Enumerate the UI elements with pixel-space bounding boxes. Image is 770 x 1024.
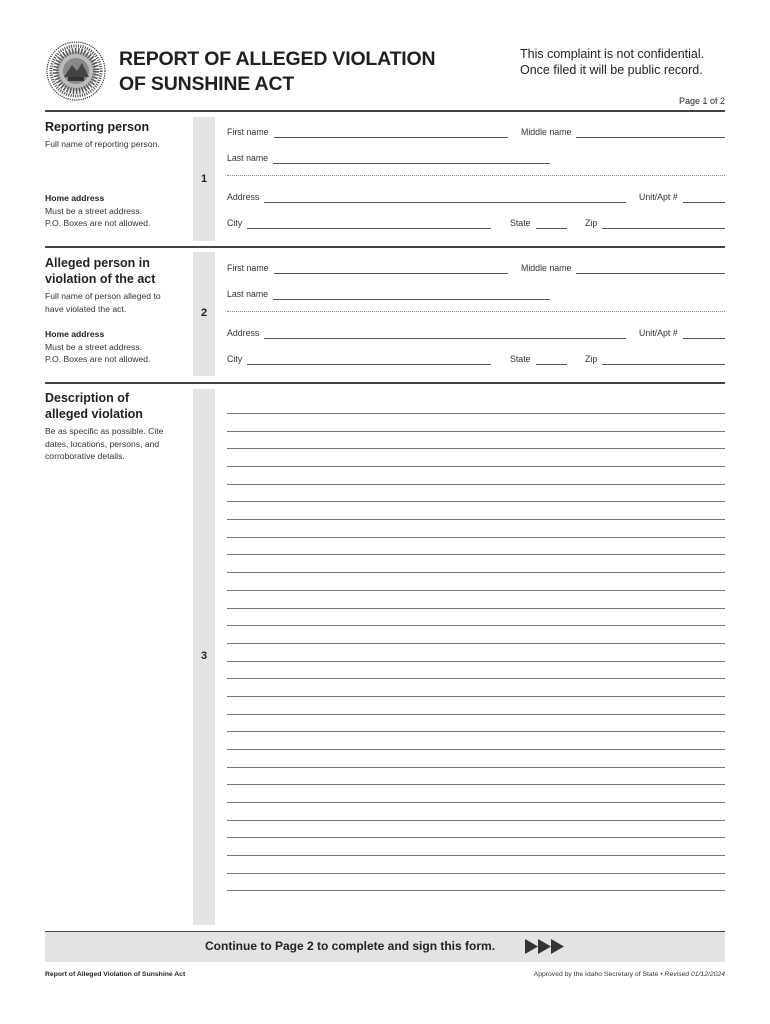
title-line-1: REPORT OF ALLEGED VIOLATION xyxy=(119,48,436,70)
writing-line[interactable] xyxy=(227,448,725,449)
zip-label: Zip xyxy=(585,218,598,228)
section1-city-field[interactable] xyxy=(227,218,491,229)
writing-line[interactable] xyxy=(227,625,725,626)
section2-description xyxy=(45,290,185,315)
writing-line[interactable] xyxy=(227,820,725,821)
notice-line-2: Once filed it will be public record. xyxy=(520,63,703,77)
confidentiality-notice xyxy=(520,46,704,78)
footer-approval xyxy=(534,971,725,978)
section2-rule xyxy=(45,382,725,384)
writing-line[interactable] xyxy=(227,643,725,644)
section2-address-title: Home address xyxy=(45,329,105,339)
city-label: City xyxy=(227,218,243,228)
writing-line[interactable] xyxy=(227,413,725,414)
state-seal-logo xyxy=(46,41,106,101)
section1-first-name-field[interactable] xyxy=(227,127,508,138)
section3-description xyxy=(45,425,185,463)
writing-line[interactable] xyxy=(227,590,725,591)
section3-description-line2: dates, locations, persons, and xyxy=(45,438,160,449)
middle-name-label: Middle name xyxy=(521,263,572,273)
footer-approved-text: Approved by the Idaho Secretary of State • xyxy=(533,971,663,978)
section2-title xyxy=(45,255,190,287)
writing-line[interactable] xyxy=(227,608,725,609)
writing-line[interactable] xyxy=(227,678,725,679)
section2-title-line1: Alleged person in xyxy=(45,256,150,270)
writing-line[interactable] xyxy=(227,802,725,803)
notice-line-1: This complaint is not confidential. xyxy=(520,47,705,61)
section1-description: Full name of reporting person. xyxy=(45,139,160,149)
address-label: Address xyxy=(227,192,260,202)
section1-state-field[interactable] xyxy=(510,218,567,229)
section2-number: 2 xyxy=(200,307,208,319)
section1-rule xyxy=(45,246,725,248)
writing-line[interactable] xyxy=(227,661,725,662)
section1-divider xyxy=(227,175,725,176)
section2-address-note2: P.O. Boxes are not allowed. xyxy=(45,354,151,364)
writing-line[interactable] xyxy=(227,537,725,538)
section2-divider xyxy=(227,311,725,312)
section3-number: 3 xyxy=(200,650,208,662)
section3-number-bar xyxy=(193,389,215,925)
section1-address-note2: P.O. Boxes are not allowed. xyxy=(45,218,151,228)
middle-name-label: Middle name xyxy=(521,127,572,137)
section2-address-note1: Must be a street address. xyxy=(45,341,142,352)
writing-line[interactable] xyxy=(227,890,725,891)
section2-description-line2: have violated the act. xyxy=(45,303,127,314)
title-line-2: OF SUNSHINE ACT xyxy=(119,73,295,95)
section2-state-field[interactable] xyxy=(510,354,567,365)
section1-last-name-field[interactable] xyxy=(227,153,550,164)
section1-zip-field[interactable] xyxy=(585,218,725,229)
section3-title xyxy=(45,390,190,422)
writing-line[interactable] xyxy=(227,767,725,768)
writing-line[interactable] xyxy=(227,784,725,785)
state-label: State xyxy=(510,354,531,364)
address-label: Address xyxy=(227,328,260,338)
first-name-label: First name xyxy=(227,127,269,137)
section2-title-line2: violation of the act xyxy=(45,272,156,286)
header-rule xyxy=(45,110,725,112)
writing-line[interactable] xyxy=(227,873,725,874)
forward-arrows-icon xyxy=(525,938,567,955)
last-name-label: Last name xyxy=(227,289,269,299)
writing-line[interactable] xyxy=(227,749,725,750)
footer-revised-date: Revised 01/12/2024 xyxy=(664,971,725,978)
continue-instruction: Continue to Page 2 to complete and sign this form. xyxy=(205,939,496,953)
section2-unit-field[interactable] xyxy=(639,328,725,339)
section1-address-help xyxy=(45,192,185,230)
writing-line[interactable] xyxy=(227,431,725,432)
section1-address-field[interactable] xyxy=(227,192,626,203)
section3-title-line2: alleged violation xyxy=(45,407,143,421)
section2-address-help xyxy=(45,328,185,366)
section2-city-field[interactable] xyxy=(227,354,491,365)
section1-title: Reporting person xyxy=(45,120,150,134)
section1-middle-name-field[interactable] xyxy=(521,127,725,138)
writing-line[interactable] xyxy=(227,696,725,697)
writing-line[interactable] xyxy=(227,519,725,520)
section1-unit-field[interactable] xyxy=(639,192,725,203)
section2-zip-field[interactable] xyxy=(585,354,725,365)
section2-last-name-field[interactable] xyxy=(227,289,550,300)
writing-line[interactable] xyxy=(227,855,725,856)
writing-line[interactable] xyxy=(227,501,725,502)
section1-number: 1 xyxy=(200,173,208,185)
section1-address-note1: Must be a street address. xyxy=(45,205,142,216)
zip-label: Zip xyxy=(585,354,598,364)
section1-number-bar xyxy=(193,117,215,241)
writing-line[interactable] xyxy=(227,731,725,732)
section3-title-line1: Description of xyxy=(45,391,130,405)
first-name-label: First name xyxy=(227,263,269,273)
section2-middle-name-field[interactable] xyxy=(521,263,725,274)
state-label: State xyxy=(510,218,531,228)
city-label: City xyxy=(227,354,243,364)
writing-line[interactable] xyxy=(227,714,725,715)
page-number: Page 1 of 2 xyxy=(678,96,725,106)
writing-line[interactable] xyxy=(227,572,725,573)
section1-address-title: Home address xyxy=(45,193,105,203)
section2-first-name-field[interactable] xyxy=(227,263,508,274)
writing-line[interactable] xyxy=(227,837,725,838)
last-name-label: Last name xyxy=(227,153,269,163)
section2-description-line1: Full name of person alleged to xyxy=(45,291,161,301)
section2-number-bar xyxy=(193,252,215,376)
section2-address-field[interactable] xyxy=(227,328,626,339)
writing-line[interactable] xyxy=(227,466,725,467)
footer-form-name: Report of Alleged Violation of Sunshine Act xyxy=(45,971,186,978)
section3-description-line3: corroborative details. xyxy=(45,451,125,461)
form-title xyxy=(119,47,435,97)
unit-label: Unit/Apt # xyxy=(639,192,678,202)
section3-description-line1: Be as specific as possible. Cite xyxy=(45,426,164,436)
writing-line[interactable] xyxy=(227,554,725,555)
writing-line[interactable] xyxy=(227,484,725,485)
unit-label: Unit/Apt # xyxy=(639,328,678,338)
